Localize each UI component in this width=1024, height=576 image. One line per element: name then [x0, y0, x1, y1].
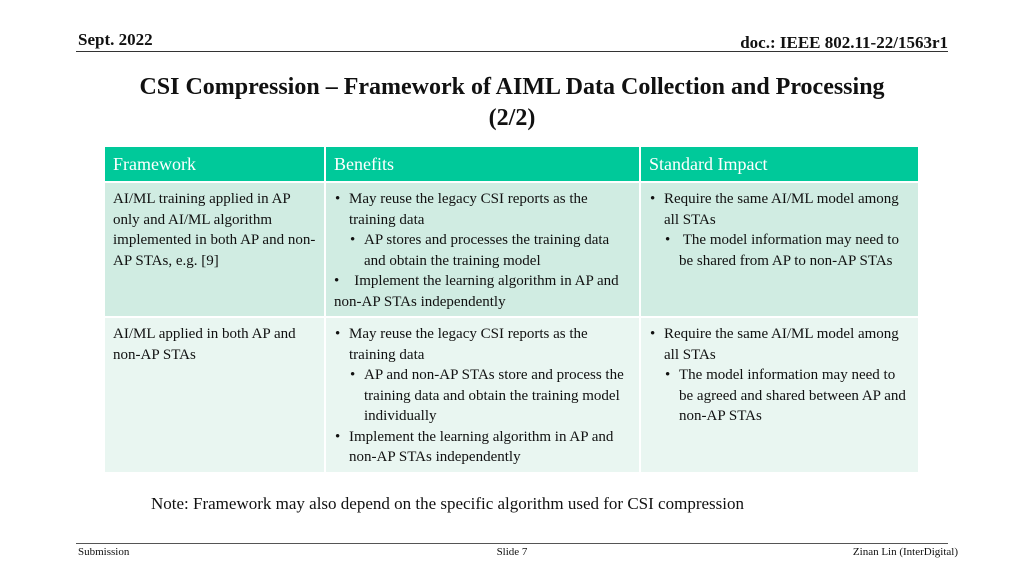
benefit-item: • Implement the learning algorithm in AP and non-AP STAs independently — [334, 427, 633, 468]
impact-subitem: • The model information may need to be agreed and shared between AP and non-AP STAs — [649, 365, 912, 427]
header-divider — [76, 51, 948, 52]
impact-list — [649, 189, 912, 271]
impact-item: • Require the same AI/ML model among all STAs — [649, 189, 912, 230]
benefit-subitem: • AP stores and processes the training data and obtain the training model — [334, 230, 633, 271]
framework-cell: AI/ML applied in both AP and non-AP STAs — [105, 317, 325, 472]
framework-table — [105, 147, 918, 472]
table-row — [105, 182, 918, 317]
benefits-list — [334, 189, 633, 312]
column-header-framework: Framework — [105, 147, 325, 182]
table-row — [105, 317, 918, 472]
impact-cell — [640, 317, 918, 472]
slide-title-line2: (2/2) — [488, 105, 536, 131]
footer-divider — [76, 543, 948, 544]
benefit-item: • May reuse the legacy CSI reports as the training data — [334, 324, 633, 365]
footer-submission: Submission — [78, 546, 130, 558]
benefit-item: • May reuse the legacy CSI reports as the training data — [334, 189, 633, 230]
framework-cell: AI/ML training applied in AP only and AI/ML algorithm implemented in both AP and non-AP STAs, e.g. [9] — [105, 182, 325, 317]
impact-cell — [640, 182, 918, 317]
header-doc-id: doc.: IEEE 802.11-22/1563r1 — [740, 33, 948, 52]
header-date: Sept. 2022 — [78, 30, 153, 49]
slide-title — [90, 72, 934, 134]
column-header-benefits: Benefits — [325, 147, 640, 182]
benefit-subitem: • AP and non-AP STAs store and process the training data and obtain the training model individually — [334, 365, 633, 427]
benefits-cell — [325, 182, 640, 317]
footnote: Note: Framework may also depend on the specific algorithm used for CSI compression — [151, 494, 744, 513]
footer-slide-number: Slide 7 — [496, 546, 528, 558]
benefit-item-text: Implement the learning algorithm in AP and non-AP STAs independently — [334, 273, 623, 310]
benefits-list — [334, 324, 633, 468]
benefits-cell — [325, 317, 640, 472]
slide-title-line1: CSI Compression – Framework of AIML Data Collection and Processing — [139, 74, 885, 100]
footer-author: Zinan Lin (InterDigital) — [852, 546, 958, 558]
column-header-standard-impact: Standard Impact — [640, 147, 918, 182]
impact-subitem: • The model information may need to be shared from AP to non-AP STAs — [649, 230, 912, 271]
impact-item: • Require the same AI/ML model among all STAs — [649, 324, 912, 365]
impact-list — [649, 324, 912, 427]
table-header-row — [105, 147, 918, 182]
benefit-item: • Implement the learning algorithm in AP and non-AP STAs independently — [334, 273, 623, 310]
